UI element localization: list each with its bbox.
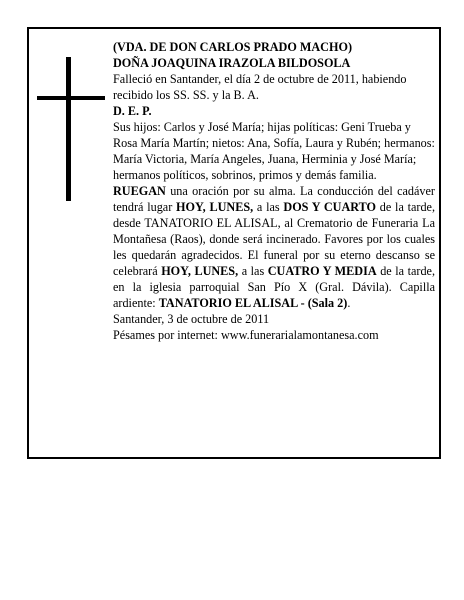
- request-bold-chapel: TANATORIO EL ALISAL - (Sala 2): [158, 296, 348, 310]
- request-bold-day-1: HOY, LUNES,: [176, 200, 254, 214]
- request-bold-time-2: CUATRO Y MEDIA: [267, 264, 377, 278]
- widow-line: (VDA. DE DON CARLOS PRADO MACHO): [113, 40, 353, 54]
- death-statement: Falleció en Santander, el día 2 de octubre de 2011, habiendo recibido los SS. SS. y la B. A.: [113, 72, 407, 102]
- place-date: Santander, 3 de octubre de 2011: [113, 312, 270, 326]
- request-bold-time-1: DOS Y CUARTO: [283, 200, 377, 214]
- cross-icon: [37, 57, 105, 201]
- rip-line: D. E. P.: [113, 104, 152, 118]
- funeral-request: RUEGAN una oración por su alma. La conducción del cadáver tendrá lugar HOY, LUNES, a las DOS Y CUARTO de la tarde, desde TANATORIO EL ALISAL, al Crematorio de Funeraria La Montañesa (Raos), donde será incinerado. Favores por los cuales les quedarán agradecidos. El funeral por su eterno descanso se celebrará HOY, LUNES, a las CUATRO Y MEDIA de la tarde, en la iglesia parroquial San Pío X (Gral. Dávila). Capilla ardiente: TANATORIO EL ALISAL - (Sala 2).: [113, 184, 436, 310]
- deceased-name: DOÑA JOAQUINA IRAZOLA BILDOSOLA: [113, 56, 351, 70]
- obituary-notice: [27, 27, 441, 459]
- family-list: Sus hijos: Carlos y José María; hijas políticas: Geni Trueba y Rosa María Martín; nietos: Ana, Sofía, Laura y Rubén; hermanos: María Victoria, María Angeles, Juana, Herminia y José María; hermanos políticos, sobrinos, primos y demás familia.: [113, 120, 435, 182]
- condolences-line: Pésames por internet: www.funerarialamontanesa.com: [113, 328, 379, 342]
- request-bold-ruegan: RUEGAN: [113, 184, 166, 198]
- notice-body: [113, 39, 435, 343]
- request-bold-day-2: HOY, LUNES,: [161, 264, 239, 278]
